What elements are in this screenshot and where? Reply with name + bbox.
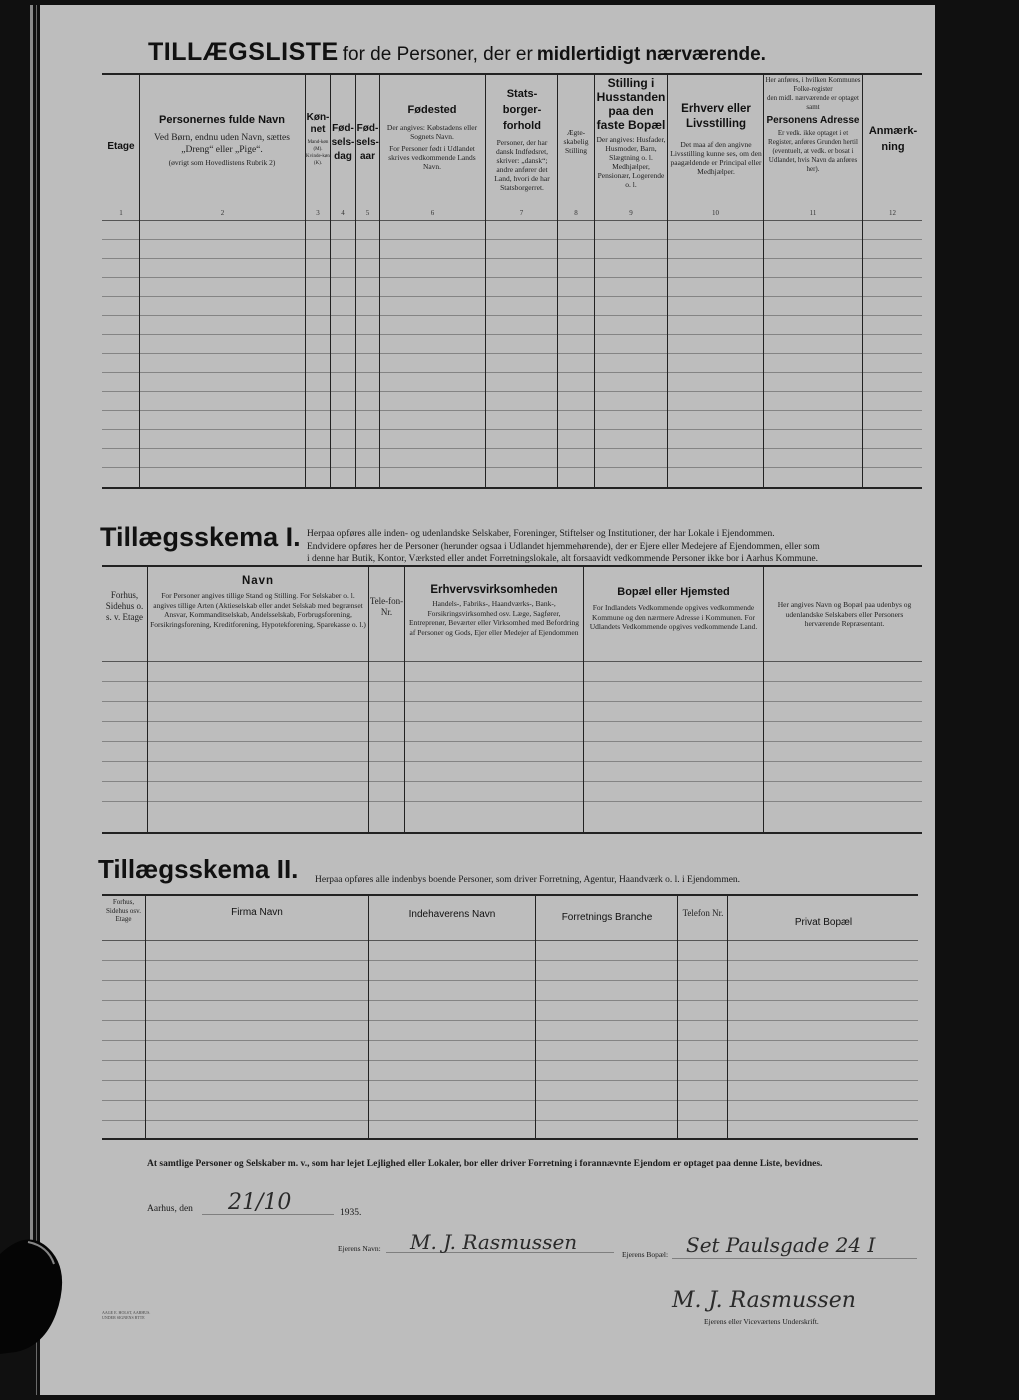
s1-col-etage: Forhus, Sidehus o. s. v. Etage: [105, 590, 144, 622]
col-citizenship-header: Stats-borger-forhold Personer, der har dansk Indfødsret, skriver: „dansk“; andre anfører det Land, hvori de har Statsborgerret.: [494, 88, 550, 192]
skema1-intro-line2: Endvidere opføres her de Personer (herunder ogsaa i Udlandet hjemmehørende), der er Ejere eller Medejere af Ejendommen, eller som: [307, 541, 820, 552]
col-number: 11: [809, 209, 817, 217]
col-number: 7: [519, 209, 524, 217]
col-etage-header: Etage: [107, 141, 135, 152]
page-edge-inner: [36, 5, 37, 1395]
skema2-title: Tillægsskema II.: [98, 854, 299, 884]
owner-address-handwritten: Set Paulsgade 24 I: [686, 1233, 876, 1257]
col-number: 8: [574, 209, 578, 217]
s1-col-repraesentant: Her angives Navn og Bopæl paa udenbys og udenlandske Selskabers eller Personers herværende Repræsentant.: [777, 600, 912, 628]
col-occupation-header: Erhverv eller Livsstilling Det maa af den angivne Livsstilling kunne ses, om den paagældende er Principal eller Medhjælper.: [670, 103, 762, 176]
s2-col-firma: Firma Navn: [231, 907, 283, 918]
place-label: Aarhus, den: [147, 1204, 193, 1214]
col-birthplace-header: Fødested Der angives: Købstadens eller Sognets Navn. For Personer født i Udlandet skrives vedkommende Lands Navn.: [386, 104, 478, 171]
col-remarks-header: Anmærk-ning: [868, 125, 918, 153]
attestation-text: At samtlige Personer og Selskaber m. v., som har lejet Lejlighed eller Lokaler, bor eller driver Forretning i forannævnte Ejendom er optaget paa denne Liste, bevidnes.: [147, 1159, 823, 1169]
s2-col-etage: Forhus, Sidehus osv. Etage: [106, 898, 141, 923]
year-label: 1935.: [340, 1208, 362, 1218]
col-register-header: Her anføres, i hvilken Kommunes Folke-register den midl. nærværende er optaget samt Personens Adresse Er vedk. ikke optaget i et Register, anføres Grunden hertil (eventuelt, at vedk. er bosat i Udlandet, hvis Navn da anføres her).: [765, 76, 861, 173]
skema1-intro-line1: Herpaa opføres alle inden- og udenlandske Selskaber, Foreninger, Stiftelser og Institutioner, der har Lokale i Ejendommen.: [307, 529, 775, 539]
col-birthyear-header: Fød-sels-aar: [356, 123, 379, 162]
date-handwritten: 21/10: [228, 1190, 292, 1215]
col-gender-header: Køn-net Mand-køn (M). Kvinde-køn (K).: [306, 112, 330, 166]
skema1-title: Tillægsskema I.: [100, 522, 301, 552]
col-number: 1: [119, 209, 123, 217]
printer-mark: AAGE E. HOLST, AARHUS. UNDER SIGNENS BTTE: [102, 1310, 151, 1320]
col-birthday-header: Fød-sels-dag: [331, 123, 355, 162]
skema1-intro-line3: i denne har Butik, Kontor, Værksted eller andet Forretningslokale, alt forsaavidt vedkommende Personer ikke bor i Aarhus Kommune.: [307, 554, 819, 564]
col-number: 6: [430, 209, 435, 217]
skema2-intro: Herpaa opføres alle indenbys boende Personer, som driver Forretning, Agentur, Haandværk o. l. i Ejendommen.: [315, 875, 741, 885]
form-title: [148, 38, 908, 74]
title-bold: TILLÆGSLISTE: [148, 38, 339, 66]
col-household-header: Stilling i Husstanden paa den faste Bopæl Der angives: Husfader, Husmoder, Barn, Slægtning o. l. Medhjælper, Pensionær, Logerende o. l.: [596, 76, 666, 189]
page-edge: [30, 5, 33, 1305]
s1-col-telefon: Tele-fon-Nr.: [369, 596, 404, 617]
skema1-intro: [307, 528, 922, 566]
owner-address-label: Ejerens Bopæl:: [622, 1250, 669, 1259]
title-rest: for de Personer, der er: [342, 44, 533, 65]
s2-col-branche: Forretnings Branche: [561, 912, 653, 923]
owner-name-label: Ejerens Navn:: [338, 1244, 381, 1253]
owner-name-handwritten: M. J. Rasmussen: [410, 1230, 578, 1254]
signature-handwritten: M. J. Rasmussen: [672, 1288, 856, 1313]
title-emph: midlertidigt nærværende.: [536, 44, 766, 65]
s1-col-navn: Navn For Personer angives tillige Stand og Stilling. For Selskaber o. l. angives tillige Arten (Aktieselskab eller andet Selskab med begrænset Ansvar, Kommanditselskab, Andelsselskab, Forbrugsforening, Forsikringsforening, Kreditforening, Hypotekforening, Sparekasse o. l.): [150, 575, 366, 629]
s1-col-bopael: Bopæl eller Hjemsted For Indlandets Vedkommende opgives vedkommende Kommune og den nærmere Adresse i Kommunen. For Udlandets Vedkommende opgives vedkommende Land.: [589, 586, 758, 631]
col-marital-header: Ægte-skabelig Stilling: [563, 128, 589, 155]
s2-col-bopael: Privat Bopæl: [794, 917, 853, 928]
col-number: 10: [712, 209, 719, 217]
binding-clip: [0, 1234, 80, 1354]
col-number: 4: [341, 209, 345, 217]
col-number: 3: [316, 209, 320, 217]
col-name-header: Personernes fulde Navn Ved Børn, endnu uden Navn, sættes „Dreng“ eller „Pige“. (øvrigt som Hovedlistens Rubrik 2): [154, 114, 290, 167]
s1-col-erhverv: Erhvervsvirksomheden Handels-, Fabriks-, Haandværks-, Bank-, Forsikringsvirksomhed osv. Læge, Sagfører, Entreprenør, Beværter eller Virksomhed med Befordring af Personer og Gods, Ejer eller Medejer af Ejendommen: [409, 584, 579, 637]
col-number: 12: [889, 209, 896, 217]
s2-col-indehaver: Indehaverens Navn: [408, 909, 496, 920]
col-number: 9: [629, 209, 633, 217]
s2-col-telefon: Telefon Nr.: [682, 908, 724, 918]
signature-label: Ejerens eller Viceværtens Underskrift.: [704, 1317, 819, 1326]
col-number: 2: [220, 209, 225, 217]
col-number: 5: [365, 209, 370, 217]
